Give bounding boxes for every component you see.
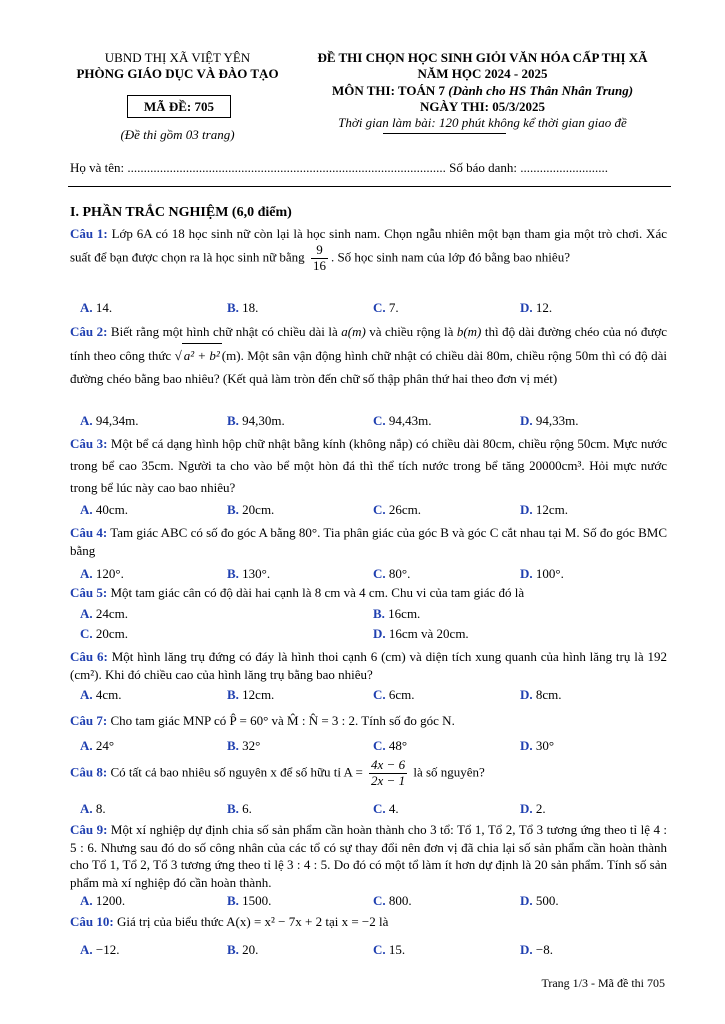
question-label: Câu 9: [70,822,108,837]
question-label: Câu 10: [70,914,114,929]
option-b[interactable]: B. 130°. [227,566,271,581]
question-label: Câu 5: [70,585,108,600]
exam-title: ĐỀ THI CHỌN HỌC SINH GIỎI VĂN HÓA CẤP THỊ XÃ [317,50,648,65]
question-text: . Số học sinh nam của lớp đó bằng bao nhiêu? [330,249,570,265]
header-underline [383,133,506,134]
option-d[interactable]: D. 12. [520,300,553,315]
header-right [300,50,665,131]
options-row [80,801,670,817]
student-info [70,160,670,176]
option-c[interactable]: C. 94,43m. [373,413,432,428]
page-footer: Trang 1/3 - Mã đề thi 705 [541,976,665,990]
options-row [80,300,670,316]
question-text: và chiều rộng là [369,324,454,339]
page-count-note: (Đề thi gồm 03 trang) [120,127,235,142]
option-b[interactable]: B. 20cm. [227,502,275,517]
question-9 [70,821,667,891]
candidate-number-label: Số báo danh: [449,160,518,175]
option-c[interactable]: C. 48° [373,738,408,753]
question-text: Giá trị của biểu thức A(x) = x² − 7x + 2 tại x = −2 là [116,914,389,929]
options-row [80,893,670,909]
option-c[interactable]: C. 20cm. [80,626,129,641]
options-row [80,687,670,703]
option-a[interactable]: A. 14. [80,300,113,315]
header-left [55,50,300,83]
option-c[interactable]: C. 26cm. [373,502,422,517]
formula-unit: (m) [221,348,241,363]
question-label: Câu 8: [70,764,108,780]
option-c[interactable]: C. 7. [373,300,399,315]
option-a[interactable]: A. 1200. [80,893,126,908]
options-row [80,502,670,518]
option-d[interactable]: D. 500. [520,893,559,908]
question-text: là số nguyên? [413,764,485,780]
option-d[interactable]: D. 2. [520,801,546,816]
question-text: Một bể cá dạng hình hộp chữ nhật bằng kính (không nắp) có chiều dài 80cm, chiều rộng 50cm. Mực nước trong bể cao 35cm. Người ta cho vào bể một hòn đá thì thể tích nước trong bể tăng 20000cm³. Hỏi mực nước trong bể lúc này cao bao nhiêu? [70,436,668,495]
question-text: Một hình lăng trụ đứng có đáy là hình thoi cạnh 6 (cm) và diện tích xung quanh của hình lăng trụ là 192 (cm²). Khi đó chiều cao của hình lăng trụ bằng bao nhiêu? [70,649,668,682]
question-text: thì độ dài đường chéo của nó được tính theo công thức [70,324,668,363]
question-8 [70,758,667,789]
option-b[interactable]: B. 94,30m. [227,413,285,428]
office-name: PHÒNG GIÁO DỤC VÀ ĐÀO TẠO [76,66,279,82]
question-label: Câu 7: [70,713,108,728]
option-d[interactable]: D. 30° [520,738,555,753]
option-a[interactable]: A. 24cm. [80,606,129,621]
option-c[interactable]: C. 80°. [373,566,411,581]
question-1 [70,224,667,274]
option-c[interactable]: C. 800. [373,893,412,908]
question-3 [70,433,667,499]
option-a[interactable]: A. 8. [80,801,106,816]
options-row [80,566,670,582]
question-text: Có tất cả bao nhiêu số nguyên x để số hữu tỉ A = [110,764,363,780]
subject-note: (Dành cho HS Thân Nhân Trung) [448,82,634,98]
option-a[interactable]: A. 4cm. [80,687,122,702]
exam-duration: Thời gian làm bài: 120 phút không kể thời gian giao đề [338,115,627,130]
name-field[interactable]: .................................................................................................. [127,160,446,175]
option-b[interactable]: B. 16cm. [373,606,421,621]
question-text: . Một sân vận động hình chữ nhật có chiều dài 80m, chiều rộng 50m thì có độ dài đường chéo bằng bao nhiêu? (Kết quả làm tròn đến chữ số thập phân thứ hai theo đơn vị mét) [70,348,667,386]
question-6 [70,648,667,684]
question-text: Lớp 6A có 18 học sinh nữ còn lại là học sinh nam. Chọn ngẫu nhiên một bạn tham gia một trò chơi. Xác suất để bạn được chọn ra là học sinh nữ bằng [70,226,667,265]
options-row [80,942,670,958]
question-4 [70,524,667,560]
option-d[interactable]: D. 8cm. [520,687,562,702]
option-a[interactable]: A. −12. [80,942,120,957]
option-a[interactable]: A. 24° [80,738,115,753]
divider-line [68,186,671,187]
option-d[interactable]: D. −8. [520,942,553,957]
name-label: Họ và tên: [70,160,125,175]
candidate-number-field[interactable]: ........................... [520,160,609,175]
fraction: $\frac{9}{16}$ [312,242,326,273]
question-5 [70,585,667,601]
question-label: Câu 4: [70,525,108,540]
question-text: Tam giác ABC có số đo góc A bằng 80°. Tia phân giác của góc B và góc C cắt nhau tại M. Số đo góc BMC bằng [70,525,667,558]
section-title: I. PHẦN TRẮC NGHIỆM (6,0 điểm) [70,205,292,220]
option-b[interactable]: B. 1500. [227,893,272,908]
question-label: Câu 6: [70,649,108,664]
department-name: UBND THỊ XÃ VIỆT YÊN [104,50,251,65]
option-b[interactable]: B. 12cm. [227,687,275,702]
math-expression: b(m) [456,324,482,339]
options-row [80,413,670,429]
option-c[interactable]: C. 4. [373,801,399,816]
subject-line [300,83,665,99]
option-d[interactable]: D. 16cm và 20cm. [373,626,469,641]
exam-date: NGÀY THI: 05/3/2025 [420,98,545,114]
question-10 [70,914,667,930]
exam-code-box [127,95,231,118]
question-2: Câu 2: Biết rằng một hình chữ nhật có chiều dài là a(m) và chiều rộng là b(m) thì độ dài đường chéo của nó được tính theo công thức √ a² + b² (m). Một sân vận động hình chữ nhật có chiều dài 80m, chiều rộng 50m thì có độ dài đường chéo bằng bao nhiêu? (Kết quả làm tròn đến chữ số thập phân thứ hai theo đơn vị mét) [70,324,668,386]
fraction: $\frac{4x - 6}{2x - 1}$ [371,757,406,788]
option-b[interactable]: B. 20. [227,942,259,957]
option-b[interactable]: B. 18. [227,300,259,315]
options-row [80,606,670,622]
option-a[interactable]: A. 40cm. [80,502,129,517]
subject: MÔN THI: TOÁN 7 [331,82,445,98]
option-a[interactable]: A. 120°. [80,566,124,581]
option-b[interactable]: B. 6. [227,801,252,816]
option-c[interactable]: C. 15. [373,942,406,957]
option-b[interactable]: B. 32° [227,738,261,753]
formula: a² + b² [182,343,222,367]
question-7 [70,713,667,729]
option-a[interactable]: A. 94,34m. [80,413,139,428]
option-d[interactable]: D. 94,33m. [520,413,579,428]
school-year: NĂM HỌC 2024 - 2025 [417,66,548,82]
option-d[interactable]: D. 100°. [520,566,564,581]
question-text: Biết rằng một hình chữ nhật có chiều dài là [110,324,338,339]
options-row [80,738,670,754]
options-row [80,626,670,642]
question-label: Câu 3: [70,436,108,451]
exam-code: MÃ ĐỀ: 705 [143,99,215,114]
question-label: Câu 1: [70,226,108,241]
math-expression: a(m) [341,324,366,339]
question-text: Một xí nghiệp dự định chia số sản phẩm cần hoàn thành cho 3 tổ: Tổ 1, Tổ 2, Tổ 3 tương ứng theo tỉ lệ 4 : 5 : 6. Nhưng sau đó do số công nhân của các tổ có sự thay đổi nên đơn vị đã chia lại số sản phẩm cần hoàn thành cho Tổ 1, Tổ 2, Tổ 3 tương ứng theo tỉ lệ 3 : 4 : 5. Do đó có một tổ làm ít hơn dự định là 20 sản phẩm. Tính số sản phẩm mà xí nghiệp đó cần hoàn thành. [70,822,668,890]
question-text: Cho tam giác MNP có P̂ = 60° và M̂ : N̂ = 3 : 2. Tính số đo góc N. [110,713,455,728]
question-label: Câu 2: [70,324,108,339]
option-c[interactable]: C. 6cm. [373,687,415,702]
option-d[interactable]: D. 12cm. [520,502,569,517]
question-text: Một tam giác cân có độ dài hai cạnh là 8 cm và 4 cm. Chu vi của tam giác đó là [110,585,525,600]
